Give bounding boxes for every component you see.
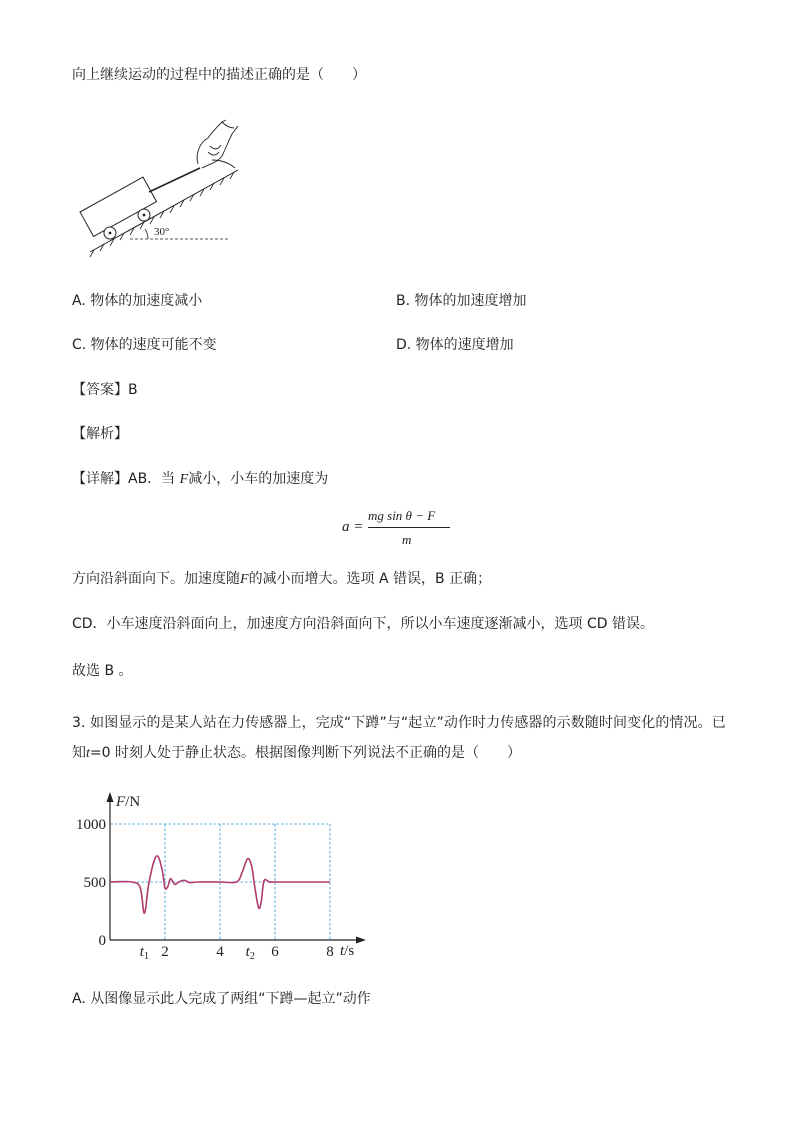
x-tick-labels (140, 944, 334, 962)
force-time-chart (70, 790, 370, 970)
q3-line-1: 3. 如图显示的是某人站在力传感器上，完成“下蹲”与“起立”动作时力传感器的示数随时间变化的情况。已 (72, 715, 726, 731)
y-axis-label: F/N (116, 794, 141, 810)
y-tick-0: 0 (98, 933, 106, 949)
angle-arc (145, 229, 148, 239)
hand-icon (197, 120, 238, 168)
answer-line (72, 383, 138, 397)
q2-stem-tail: 向上继续运动的过程中的描述正确的是（ ） (72, 67, 366, 83)
option-a: A. 物体的加速度减小 (72, 293, 203, 309)
conclusion: 故选 B 。 (72, 663, 133, 679)
var-t: t (86, 746, 90, 761)
option-d: D. 物体的速度增加 (396, 337, 514, 353)
option-b: B. 物体的加速度增加 (396, 293, 527, 309)
var-f-2: F (240, 572, 249, 587)
y-tick-500: 500 (83, 875, 106, 891)
detail-line-1: 【详解】AB．当 F减小，小车的加速度为 (72, 471, 329, 487)
formula-denominator: m (402, 532, 412, 547)
detail-label: 【详解】 (72, 471, 128, 487)
answer-label: 【答案】 (72, 382, 128, 398)
y-tick-1000: 1000 (76, 817, 106, 833)
analysis-label: 【解析】 (72, 426, 128, 442)
option-c: C. 物体的速度可能不变 (72, 337, 217, 353)
formula-numerator: mg sin θ − F (368, 508, 436, 523)
x-tick-4: 4 (216, 944, 224, 960)
rope (149, 168, 200, 192)
q3-option-a: A. 从图像显示此人完成了两组“下蹲—起立”动作 (72, 991, 371, 1007)
angle-label: 30° (154, 226, 170, 238)
y-axis-arrow (107, 792, 114, 802)
y-tick-labels (76, 817, 106, 949)
x-tick-t1: $t_1$ (139, 944, 149, 962)
x-axis-arrow (356, 937, 366, 944)
q3-line-2: 知t=0 时刻人处于静止状态。根据图像判断下列说法不正确的是（ ） (72, 745, 521, 761)
var-f: F (179, 472, 189, 487)
formula-lhs: a = (342, 519, 364, 535)
q2-figure (70, 112, 250, 262)
fraction-bar (368, 527, 450, 528)
x-tick-6: 6 (271, 944, 279, 960)
detail-line-2: 方向沿斜面向下。加速度随F的减小而增大。选项 A 错误，B 正确； (72, 571, 492, 587)
answer-value: B (128, 382, 138, 398)
x-tick-t2: $t_2$ (245, 944, 255, 962)
x-tick-8: 8 (326, 944, 334, 960)
x-tick-2: 2 (161, 944, 169, 960)
cart (80, 177, 157, 236)
detail-line-3: CD．小车速度沿斜面向上，加速度方向沿斜面向下，所以小车速度逐渐减小，选项 CD 错误。 (72, 616, 655, 632)
formula (342, 505, 462, 550)
x-axis-label: t/s (340, 943, 355, 959)
